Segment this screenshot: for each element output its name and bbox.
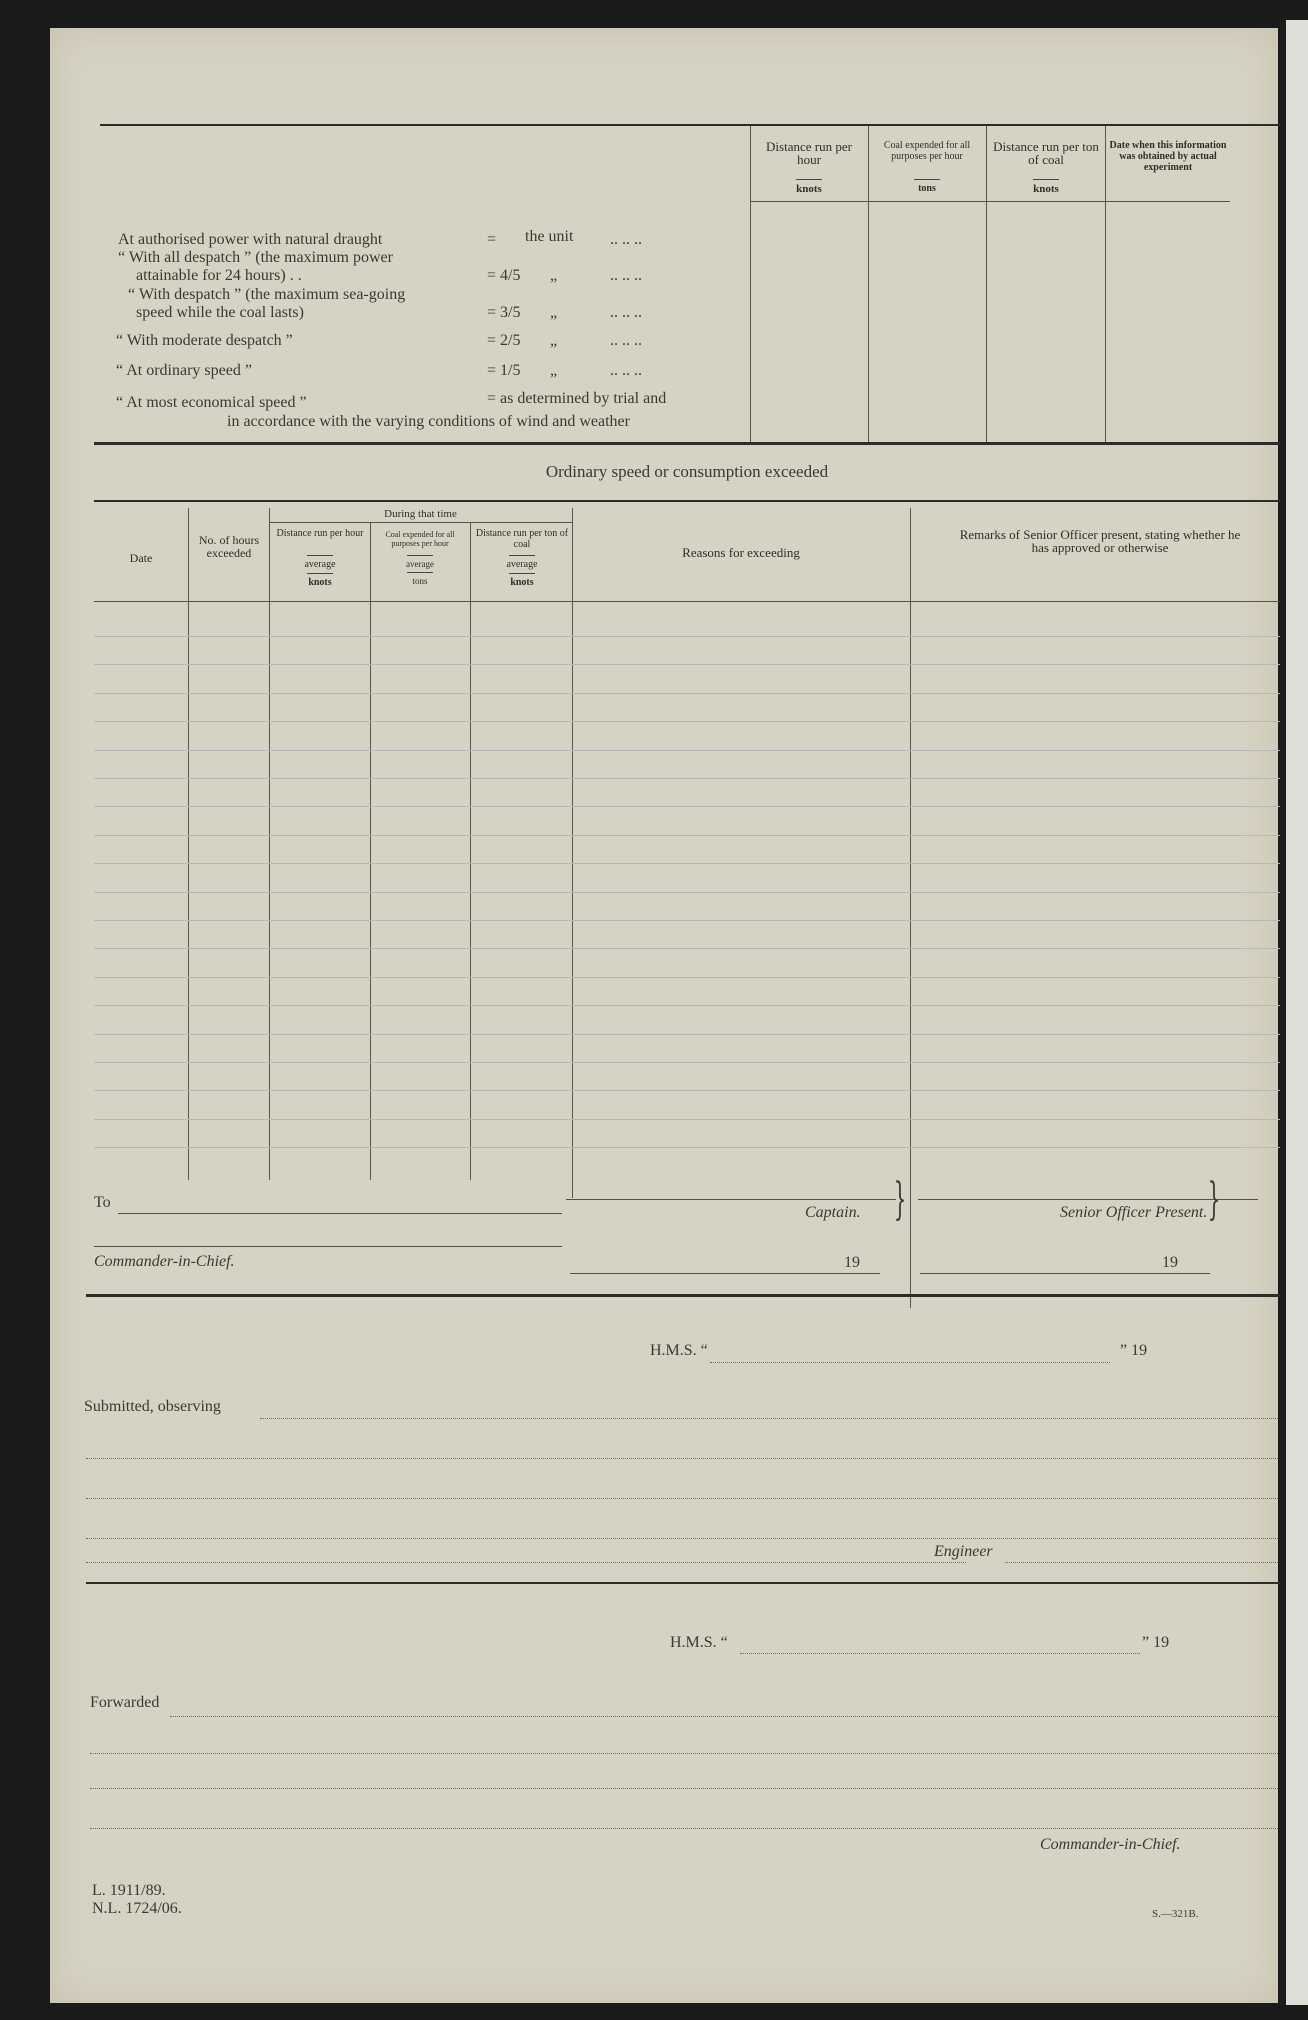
to-line-2 bbox=[94, 1246, 562, 1247]
submitted-line bbox=[86, 1538, 1278, 1540]
engineer-label: Engineer bbox=[934, 1543, 993, 1560]
ruled-line bbox=[94, 1062, 1280, 1063]
ruled-line bbox=[94, 693, 1280, 694]
row-eq: = 3/5 bbox=[487, 304, 521, 321]
header-bottom-rule bbox=[94, 601, 1280, 602]
ref-number-1: L. 1911/89. bbox=[92, 1882, 166, 1899]
col-divider bbox=[750, 126, 751, 444]
col-divider bbox=[188, 508, 189, 1180]
forwarded-label: Forwarded bbox=[90, 1694, 160, 1711]
row-value: „ bbox=[550, 267, 558, 284]
submitted-label: Submitted, observing bbox=[84, 1398, 221, 1415]
to-label: To bbox=[94, 1194, 111, 1211]
row-value: the unit bbox=[525, 228, 574, 245]
submitted-line bbox=[86, 1458, 1278, 1460]
header-coal-per-hour: Coal expended for all purposes per hour bbox=[883, 140, 971, 162]
section-title: Ordinary speed or consumption exceeded bbox=[545, 462, 829, 481]
col-divider bbox=[910, 508, 911, 1308]
header-reasons: Reasons for exceeding bbox=[682, 545, 800, 560]
row-eq: = 1/5 bbox=[487, 362, 521, 379]
header-distance-per-ton: Distance run per ton of coal bbox=[993, 139, 1099, 167]
row-eq: = 4/5 bbox=[487, 267, 521, 284]
top-rule bbox=[100, 124, 1280, 126]
ruled-line bbox=[94, 1090, 1280, 1091]
row-dots: .. .. .. bbox=[610, 332, 642, 349]
col-divider bbox=[269, 508, 270, 1180]
row-authorised-power: At authorised power with natural draught bbox=[118, 231, 383, 248]
table-top-rule bbox=[94, 500, 1280, 502]
forwarded-line bbox=[90, 1828, 1278, 1830]
ruled-line bbox=[94, 1119, 1280, 1120]
header-date: Date bbox=[129, 551, 153, 565]
row-moderate-despatch: “ With moderate despatch ” bbox=[116, 332, 293, 349]
row-value: = as determined by trial and bbox=[487, 390, 667, 407]
brace: } bbox=[1207, 1174, 1221, 1225]
captain-year: 19 bbox=[844, 1254, 860, 1271]
header-distance-per-hour: Distance run per hour bbox=[766, 139, 852, 167]
row-despatch-cont: speed while the coal lasts) bbox=[136, 304, 304, 321]
row-eq: = bbox=[487, 231, 497, 248]
engineer-year: ” 19 bbox=[1120, 1342, 1148, 1359]
row-economical-speed-cont: in accordance with the varying conditions of wind and weather bbox=[227, 413, 630, 430]
row-all-despatch-cont: attainable for 24 hours) . . bbox=[136, 267, 302, 284]
header-remarks: Remarks of Senior Officer present, stating whether he has approved or otherwise bbox=[959, 527, 1241, 555]
ruled-line bbox=[94, 664, 1280, 665]
section-rule bbox=[94, 442, 1280, 445]
row-eq: = 2/5 bbox=[487, 332, 521, 349]
ref-number-2: N.L. 1724/06. bbox=[92, 1900, 182, 1917]
unit-knots: knots bbox=[990, 176, 1102, 195]
ruled-line bbox=[94, 636, 1280, 637]
forward-hms-label: H.M.S. “ bbox=[670, 1634, 728, 1651]
engineer-bottom-rule bbox=[86, 1582, 1280, 1584]
ruled-line bbox=[94, 977, 1280, 978]
col-divider bbox=[572, 508, 573, 1198]
row-dots: .. .. .. bbox=[610, 304, 642, 321]
row-dots: .. .. .. bbox=[610, 267, 642, 284]
ship-name-line bbox=[740, 1653, 1140, 1655]
ruled-line bbox=[94, 835, 1280, 836]
form-number: S.—321B. bbox=[1152, 1908, 1199, 1920]
row-all-despatch: “ With all despatch ” (the maximum power bbox=[118, 249, 393, 266]
engineer-sign-line bbox=[1005, 1562, 1278, 1564]
forward-year: ” 19 bbox=[1142, 1634, 1170, 1651]
ruled-line bbox=[94, 948, 1280, 949]
ship-name-line bbox=[710, 1362, 1110, 1364]
ruled-line bbox=[94, 892, 1280, 893]
avg-unit-tons: average tons bbox=[373, 552, 467, 586]
cinc-label: Commander-in-Chief. bbox=[94, 1253, 235, 1270]
engineer-sign-line bbox=[86, 1562, 966, 1564]
header-hours: No. of hours exceeded bbox=[198, 533, 260, 560]
adjacent-page-edge bbox=[1286, 20, 1308, 2005]
header-during: During that time bbox=[384, 508, 457, 520]
to-line bbox=[118, 1213, 562, 1214]
captain-date-line bbox=[570, 1273, 880, 1274]
ruled-line bbox=[94, 863, 1280, 864]
ruled-line bbox=[94, 1147, 1280, 1148]
ruled-line bbox=[94, 778, 1280, 779]
forwarded-line bbox=[90, 1788, 1278, 1790]
submitted-line bbox=[260, 1418, 1278, 1420]
forwarded-line bbox=[170, 1716, 1278, 1718]
forward-cinc-label: Commander-in-Chief. bbox=[1040, 1836, 1181, 1853]
captain-label: Captain. bbox=[805, 1204, 861, 1221]
senior-date-line bbox=[920, 1273, 1210, 1274]
unit-tons: tons bbox=[872, 176, 982, 194]
row-value: „ bbox=[550, 362, 558, 379]
ruled-line bbox=[94, 750, 1280, 751]
ruled-line bbox=[94, 1034, 1280, 1035]
col-divider bbox=[868, 126, 869, 444]
forwarded-line bbox=[90, 1753, 1278, 1755]
avg-unit-knots: average knots bbox=[272, 552, 368, 588]
avg-unit-knots: average knots bbox=[474, 552, 570, 588]
ruled-line bbox=[94, 920, 1280, 921]
col-divider bbox=[986, 126, 987, 444]
header-rule bbox=[750, 201, 1230, 202]
col-divider bbox=[370, 522, 371, 1180]
header-dist-per-hour: Distance run per hour bbox=[276, 528, 364, 539]
signature-bottom-rule bbox=[86, 1294, 1280, 1297]
col-divider bbox=[1105, 126, 1106, 444]
brace: } bbox=[893, 1174, 907, 1225]
row-value: „ bbox=[550, 332, 558, 349]
ruled-line bbox=[94, 806, 1280, 807]
during-rule bbox=[269, 522, 572, 523]
form-page bbox=[50, 28, 1278, 2003]
row-despatch: “ With despatch ” (the maximum sea-going bbox=[128, 286, 406, 303]
row-dots: .. .. .. bbox=[610, 231, 642, 248]
ruled-line bbox=[94, 721, 1280, 722]
senior-year: 19 bbox=[1162, 1254, 1178, 1271]
col-divider bbox=[470, 522, 471, 1180]
row-economical-speed: “ At most economical speed ” bbox=[116, 394, 307, 411]
header-dist-per-ton: Distance run per ton of coal bbox=[475, 528, 569, 550]
row-value: „ bbox=[550, 304, 558, 321]
captain-line bbox=[566, 1199, 896, 1200]
submitted-line bbox=[86, 1498, 1278, 1500]
engineer-hms-label: H.M.S. “ bbox=[650, 1342, 708, 1359]
senior-label: Senior Officer Present. bbox=[1060, 1204, 1208, 1221]
row-dots: .. .. .. bbox=[610, 362, 642, 379]
header-coal-per-hour: Coal expended for all purposes per hour bbox=[385, 530, 455, 548]
ruled-line bbox=[94, 1005, 1280, 1006]
row-ordinary-speed: “ At ordinary speed ” bbox=[116, 362, 252, 379]
unit-knots: knots bbox=[754, 176, 864, 195]
header-date-experiment: Date when this information was obtained by actual experiment bbox=[1109, 140, 1227, 173]
